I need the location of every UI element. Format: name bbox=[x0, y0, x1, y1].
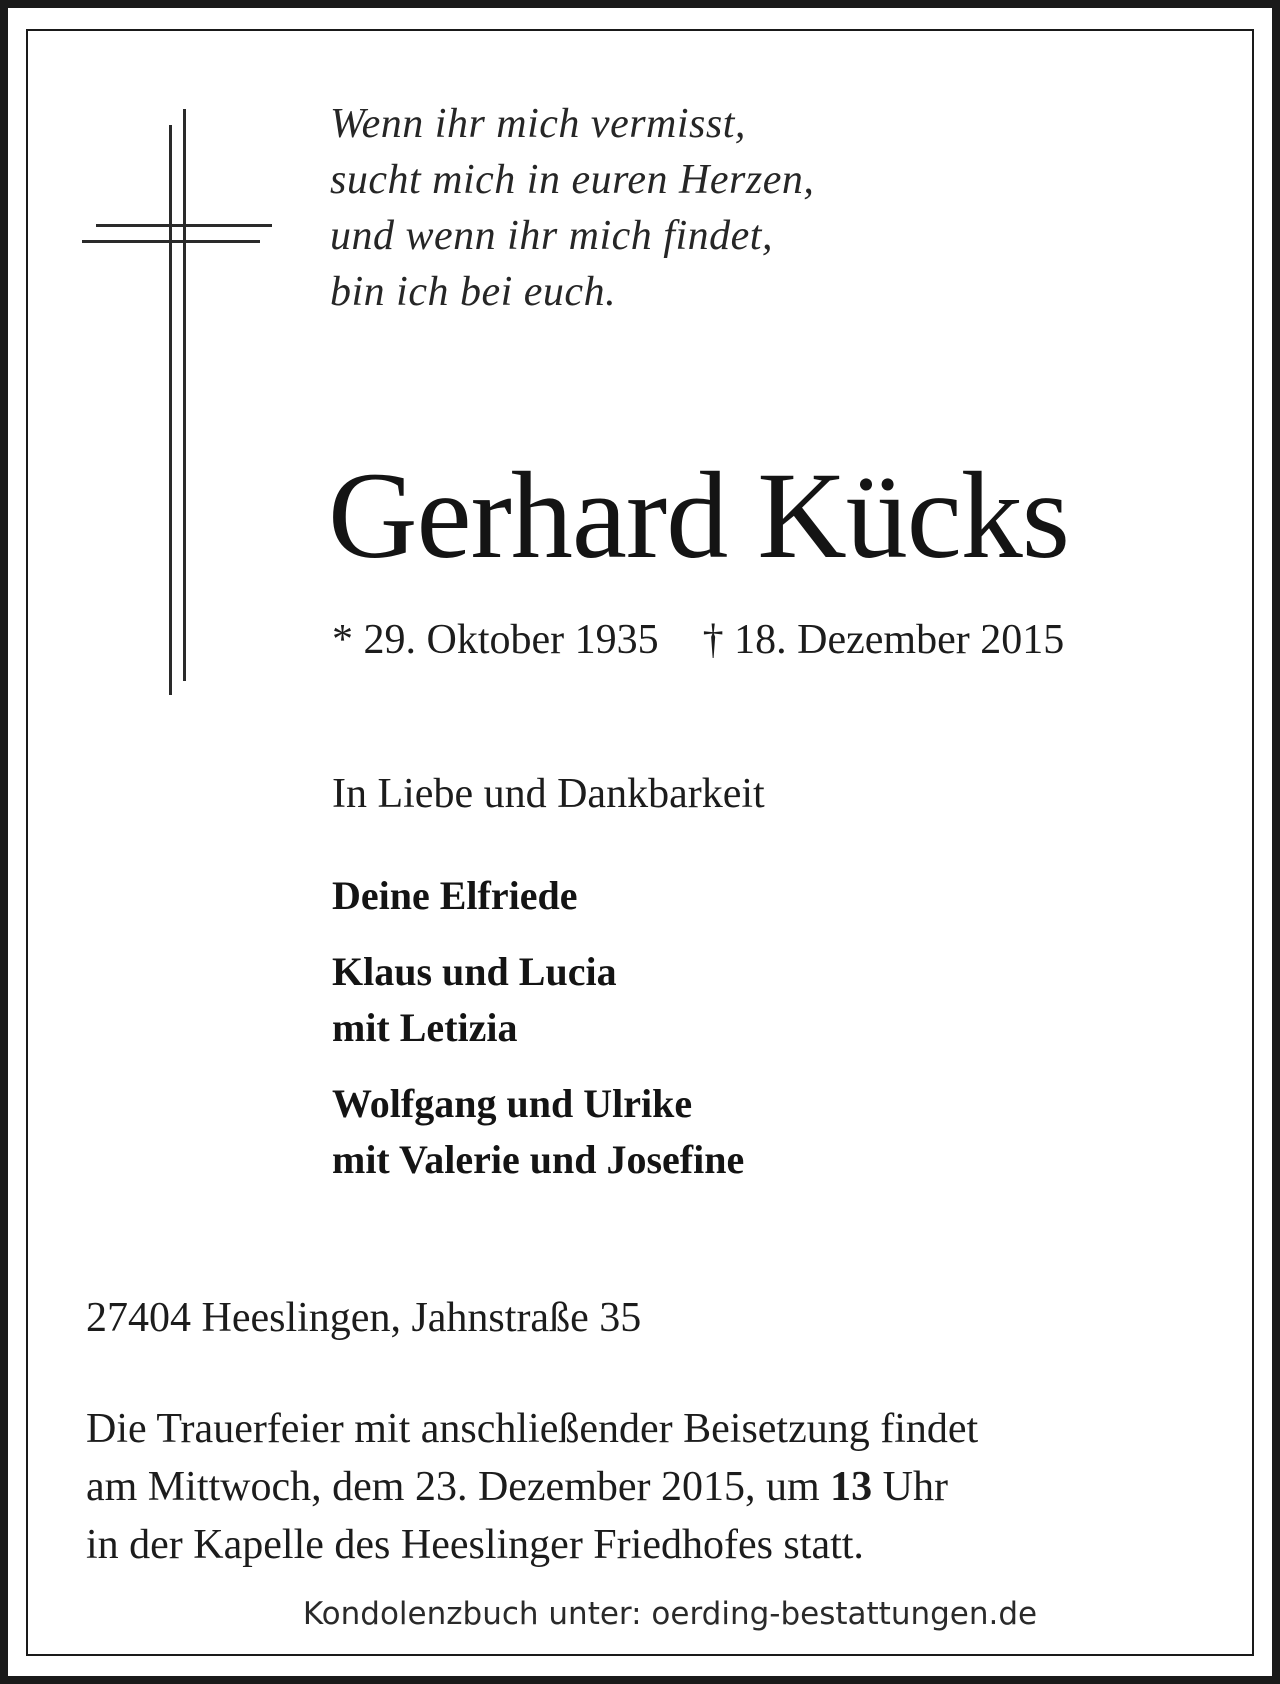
poem-line: Wenn ihr mich vermisst, bbox=[330, 101, 746, 147]
condolence-link[interactable]: Kondolenzbuch unter: oerding-bestattungen.de bbox=[302, 1596, 1038, 1632]
family-group bbox=[332, 944, 744, 1056]
service-time-unit: Uhr bbox=[872, 1464, 948, 1510]
family-line: Deine Elfriede bbox=[332, 873, 578, 918]
death-date: † 18. Dezember 2015 bbox=[702, 617, 1065, 663]
family-line: mit Letizia bbox=[332, 1005, 518, 1050]
family-list bbox=[332, 868, 744, 1208]
family-line: Wolfgang und Ulrike bbox=[332, 1081, 693, 1126]
service-line: Die Trauerfeier mit anschließender Beisetzung findet bbox=[86, 1406, 979, 1452]
intro-text: In Liebe und Dankbarkeit bbox=[332, 771, 765, 817]
service-line bbox=[86, 1458, 978, 1516]
poem-line: sucht mich in euren Herzen, bbox=[330, 157, 815, 203]
funeral-service-info bbox=[86, 1400, 978, 1574]
poem-line: bin ich bei euch. bbox=[330, 269, 617, 315]
service-time: 13 bbox=[830, 1464, 873, 1510]
poem bbox=[330, 96, 814, 320]
family-group bbox=[332, 868, 744, 924]
life-dates bbox=[332, 612, 1064, 668]
family-line: mit Valerie und Josefine bbox=[332, 1137, 745, 1182]
deceased-name: Gerhard Kücks bbox=[328, 447, 1070, 584]
family-group bbox=[332, 1076, 744, 1188]
address: 27404 Heeslingen, Jahnstraße 35 bbox=[86, 1295, 642, 1341]
family-line: Klaus und Lucia bbox=[332, 949, 617, 994]
service-date-text: am Mittwoch, dem 23. Dezember 2015, um bbox=[86, 1464, 831, 1510]
birth-date: * 29. Oktober 1935 bbox=[332, 617, 659, 663]
service-line: in der Kapelle des Heeslinger Friedhofes statt. bbox=[86, 1522, 864, 1568]
poem-line: und wenn ihr mich findet, bbox=[330, 213, 773, 259]
